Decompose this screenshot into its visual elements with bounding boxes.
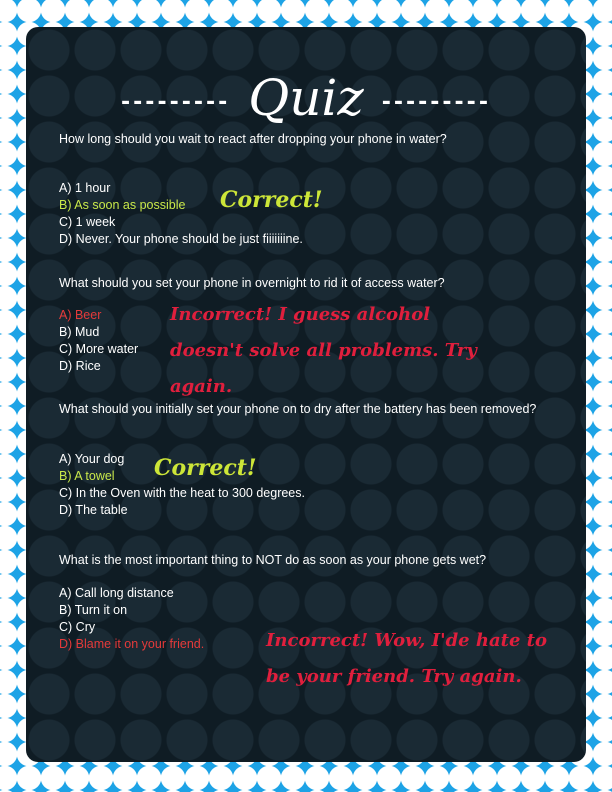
option-d[interactable]: D) The table (59, 503, 128, 517)
option-a[interactable]: A) Call long distance (59, 586, 174, 600)
option-d[interactable]: D) Never. Your phone should be just fiiiiiiine. (59, 232, 303, 246)
question-4-text: What is the most important thing to NOT do as soon as your phone gets wet? (59, 553, 487, 567)
option-b-selected[interactable]: B) A towel (59, 469, 115, 483)
question-3-text: What should you initially set your phone on to dry after the battery has been removed? (59, 402, 537, 416)
quiz-panel (26, 27, 586, 762)
feedback-incorrect: Incorrect! I guess alcohol doesn't solve all problems. Try again. (170, 304, 477, 397)
question-2-text: What should you set your phone in overnight to rid it of access water? (59, 276, 445, 290)
option-b-selected[interactable]: B) As soon as possible (59, 198, 186, 212)
option-a[interactable]: A) Your dog (59, 452, 125, 466)
option-a[interactable]: A) 1 hour (59, 181, 111, 195)
feedback-correct: Correct! (220, 187, 323, 213)
option-a-selected[interactable]: A) Beer (59, 308, 102, 322)
option-c[interactable]: C) More water (59, 342, 139, 356)
feedback-incorrect: Incorrect! Wow, I'de hate to be your friend. Try again. (266, 630, 547, 687)
option-b[interactable]: B) Turn it on (59, 603, 128, 617)
question-1-text: How long should you wait to react after dropping your phone in water? (59, 132, 447, 146)
header-dashes-right: --------- (381, 89, 491, 115)
option-d-selected[interactable]: D) Blame it on your friend. (59, 637, 205, 651)
option-b[interactable]: B) Mud (59, 325, 100, 339)
feedback-correct: Correct! (154, 455, 257, 481)
option-d[interactable]: D) Rice (59, 359, 101, 373)
quiz-header (26, 67, 586, 137)
option-c[interactable]: C) Cry (59, 620, 96, 634)
option-c[interactable]: C) In the Oven with the heat to 300 degrees. (59, 486, 305, 500)
header-dashes-left: --------- (121, 89, 231, 115)
page-title: Quiz (248, 69, 364, 127)
option-c[interactable]: C) 1 week (59, 215, 116, 229)
